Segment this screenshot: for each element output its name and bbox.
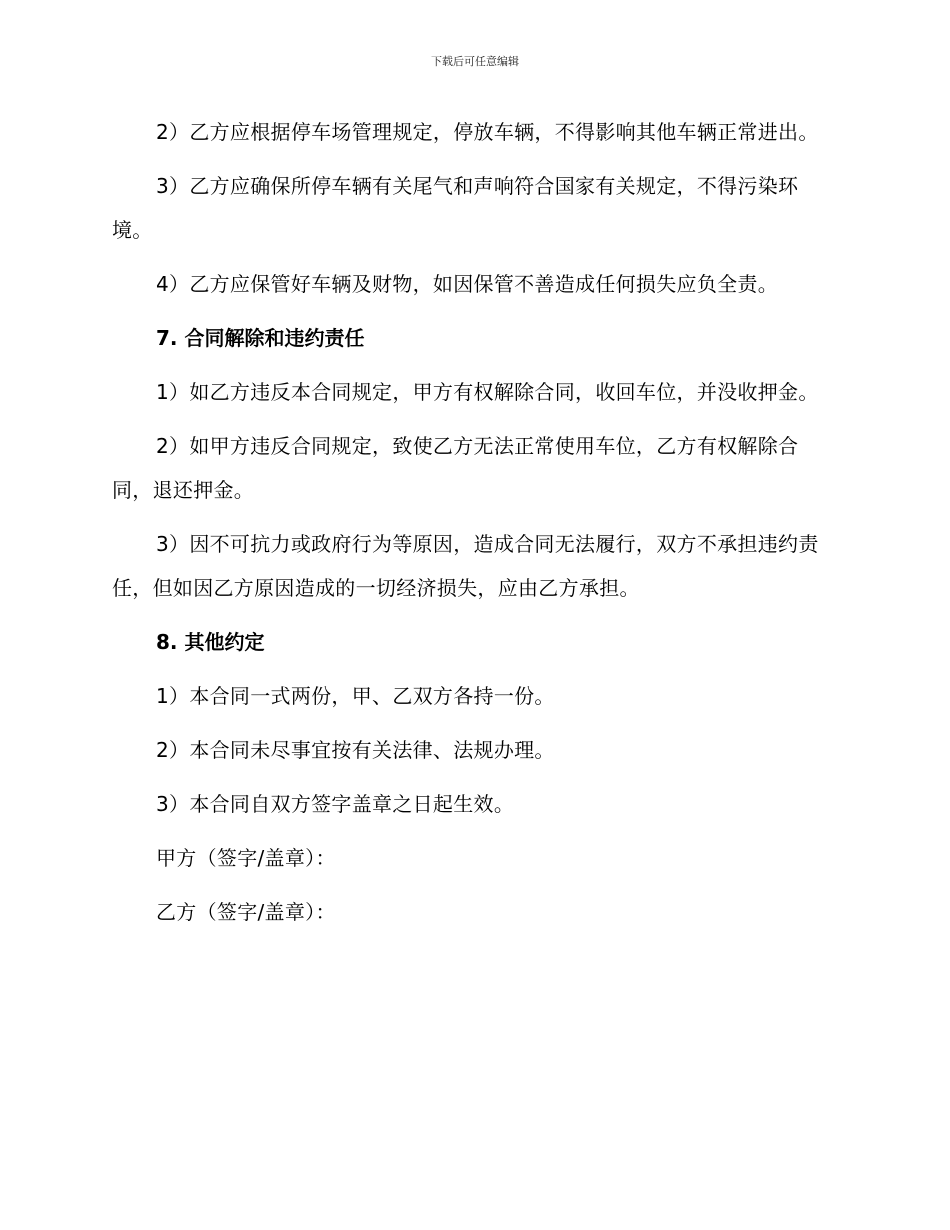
clause-7-1: 1）如乙方违反本合同规定，甲方有权解除合同，收回车位，并没收押金。	[156, 380, 819, 404]
clause-6-4: 4）乙方应保管好车辆及财物，如因保管不善造成任何损失应负全责。	[156, 272, 779, 296]
clause-8-1: 1）本合同一式两份，甲、乙双方各持一份。	[156, 684, 555, 708]
document-body	[112, 110, 822, 944]
clause-8-2: 2）本合同未尽事宜按有关法律、法规办理。	[156, 738, 555, 762]
clause-6-3: 3）乙方应确保所停车辆有关尾气和声响符合国家有关规定，不得污染环境。	[112, 174, 799, 242]
clause-7-2: 2）如甲方违反合同规定，致使乙方无法正常使用车位，乙方有权解除合同，退还押金。	[112, 434, 799, 502]
party-a-signature-line: 甲方（签字/盖章）：	[156, 846, 336, 870]
clause-7-3: 3）因不可抗力或政府行为等原因，造成合同无法履行，双方不承担违约责任，但如因乙方原因造成的一切经济损失，应由乙方承担。	[112, 532, 819, 600]
party-b-signature-line: 乙方（签字/盖章）：	[156, 900, 336, 924]
section-heading-7: 7. 合同解除和违约责任	[156, 326, 365, 350]
page-header: 下载后可任意编辑	[431, 55, 519, 68]
clause-6-2: 2）乙方应根据停车场管理规定，停放车辆，不得影响其他车辆正常进出。	[156, 120, 819, 144]
clause-8-3: 3）本合同自双方签字盖章之日起生效。	[156, 792, 515, 816]
section-heading-8: 8. 其他约定	[156, 630, 265, 654]
